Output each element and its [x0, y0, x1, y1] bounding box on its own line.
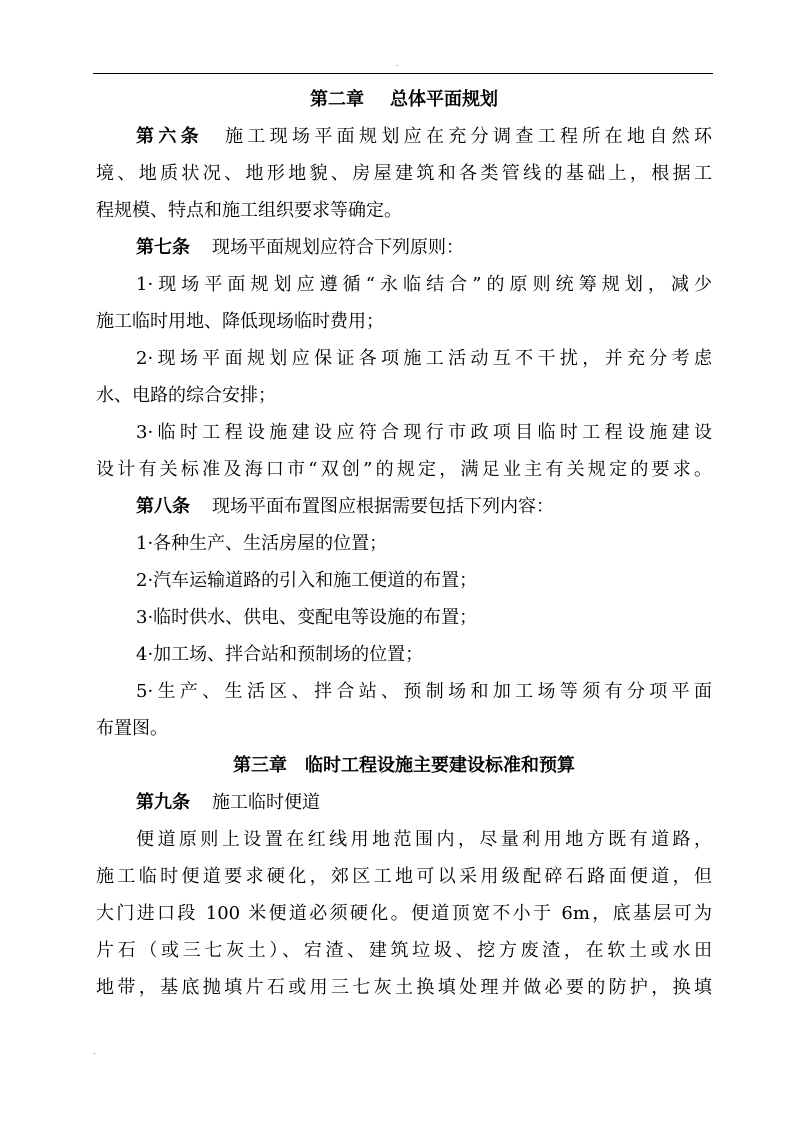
article-8-intro: 现场平面布置图应根据需要包括下列内容： — [212, 496, 554, 517]
article-9-intro: 施工临时便道 — [212, 792, 320, 813]
article-7-item-1: 1·现场平面规划应遵循“永临结合”的原则统筹规划，减少 — [136, 274, 712, 295]
article-7-item-2: 2·现场平面规划应保证各项施工活动互不干扰，并充分考虑 — [136, 348, 712, 369]
article-9-text-1: 便道原则上设置在红线用地范围内，尽量利用地方既有道路， — [136, 829, 712, 850]
header-mark: . — [396, 59, 399, 68]
article-9-text-3: 大门进口段 100 米便道必须硬化。便道顶宽不小于 6m，底基层可为 — [96, 903, 712, 924]
article-6-title: 第六条 — [136, 126, 203, 147]
article-7-item-3-cont: 设计有关标准及海口市“双创”的规定，满足业主有关规定的要求。 — [96, 459, 712, 480]
article-9-text-4: 片石（或三七灰土）、宕渣、建筑垃圾、挖方废渣，在软土或水田 — [96, 940, 712, 961]
article-7-line-1 — [96, 229, 712, 266]
article-9-text-2: 施工临时便道要求硬化，郊区工地可以采用级配碎石路面便道，但 — [96, 866, 712, 887]
article-8-item-4: 4·加工场、拌合站和预制场的位置； — [136, 644, 424, 665]
article-8-title: 第八条 — [136, 496, 190, 517]
chapter-3-title: 临时工程设施主要建设标准和预算 — [305, 755, 575, 776]
header-rule — [93, 73, 713, 74]
article-7-item-2-cont: 水、电路的综合安排； — [96, 385, 276, 406]
article-6-line-3: 程规模、特点和施工组织要求等确定。 — [96, 200, 402, 221]
chapter-3-heading — [96, 747, 712, 784]
article-8-item-2: 2·汽车运输道路的引入和施工便道的布置； — [136, 570, 478, 591]
chapter-2-title: 总体平面规划 — [390, 89, 498, 110]
article-8-item-1: 1·各种生产、生活房屋的位置； — [136, 533, 388, 554]
article-6-line-2: 境、地质状况、地形地貌、房屋建筑和各类管线的基础上，根据工 — [96, 163, 712, 184]
article-6-text: 施工现场平面规划应在充分调查工程所在地自然环 — [225, 126, 712, 147]
article-7-intro: 现场平面规划应符合下列原则： — [212, 237, 464, 258]
article-8-item-5-cont: 布置图。 — [96, 718, 168, 739]
document-body — [96, 81, 712, 1006]
chapter-2-heading — [96, 81, 712, 118]
article-8-line-1 — [96, 488, 712, 525]
article-9-line-1 — [96, 784, 712, 821]
article-7-item-1-cont: 施工临时用地、降低现场临时费用； — [96, 311, 384, 332]
article-7-item-3: 3·临时工程设施建设应符合现行市政项目临时工程设施建设 — [136, 422, 712, 443]
chapter-3-number: 第三章 — [233, 755, 287, 776]
article-8-item-5: 5·生产、生活区、拌合站、预制场和加工场等须有分项平面 — [136, 681, 712, 702]
footer-mark: . — [93, 1047, 96, 1056]
article-9-text-5: 地带，基底抛填片石或用三七灰土换填处理并做必要的防护，换填 — [96, 977, 712, 998]
chapter-2-number: 第二章 — [310, 89, 364, 110]
article-9-title: 第九条 — [136, 792, 190, 813]
article-7-title: 第七条 — [136, 237, 190, 258]
article-6-line-1 — [96, 118, 712, 155]
article-8-item-3: 3·临时供水、供电、变配电等设施的布置； — [136, 607, 478, 628]
